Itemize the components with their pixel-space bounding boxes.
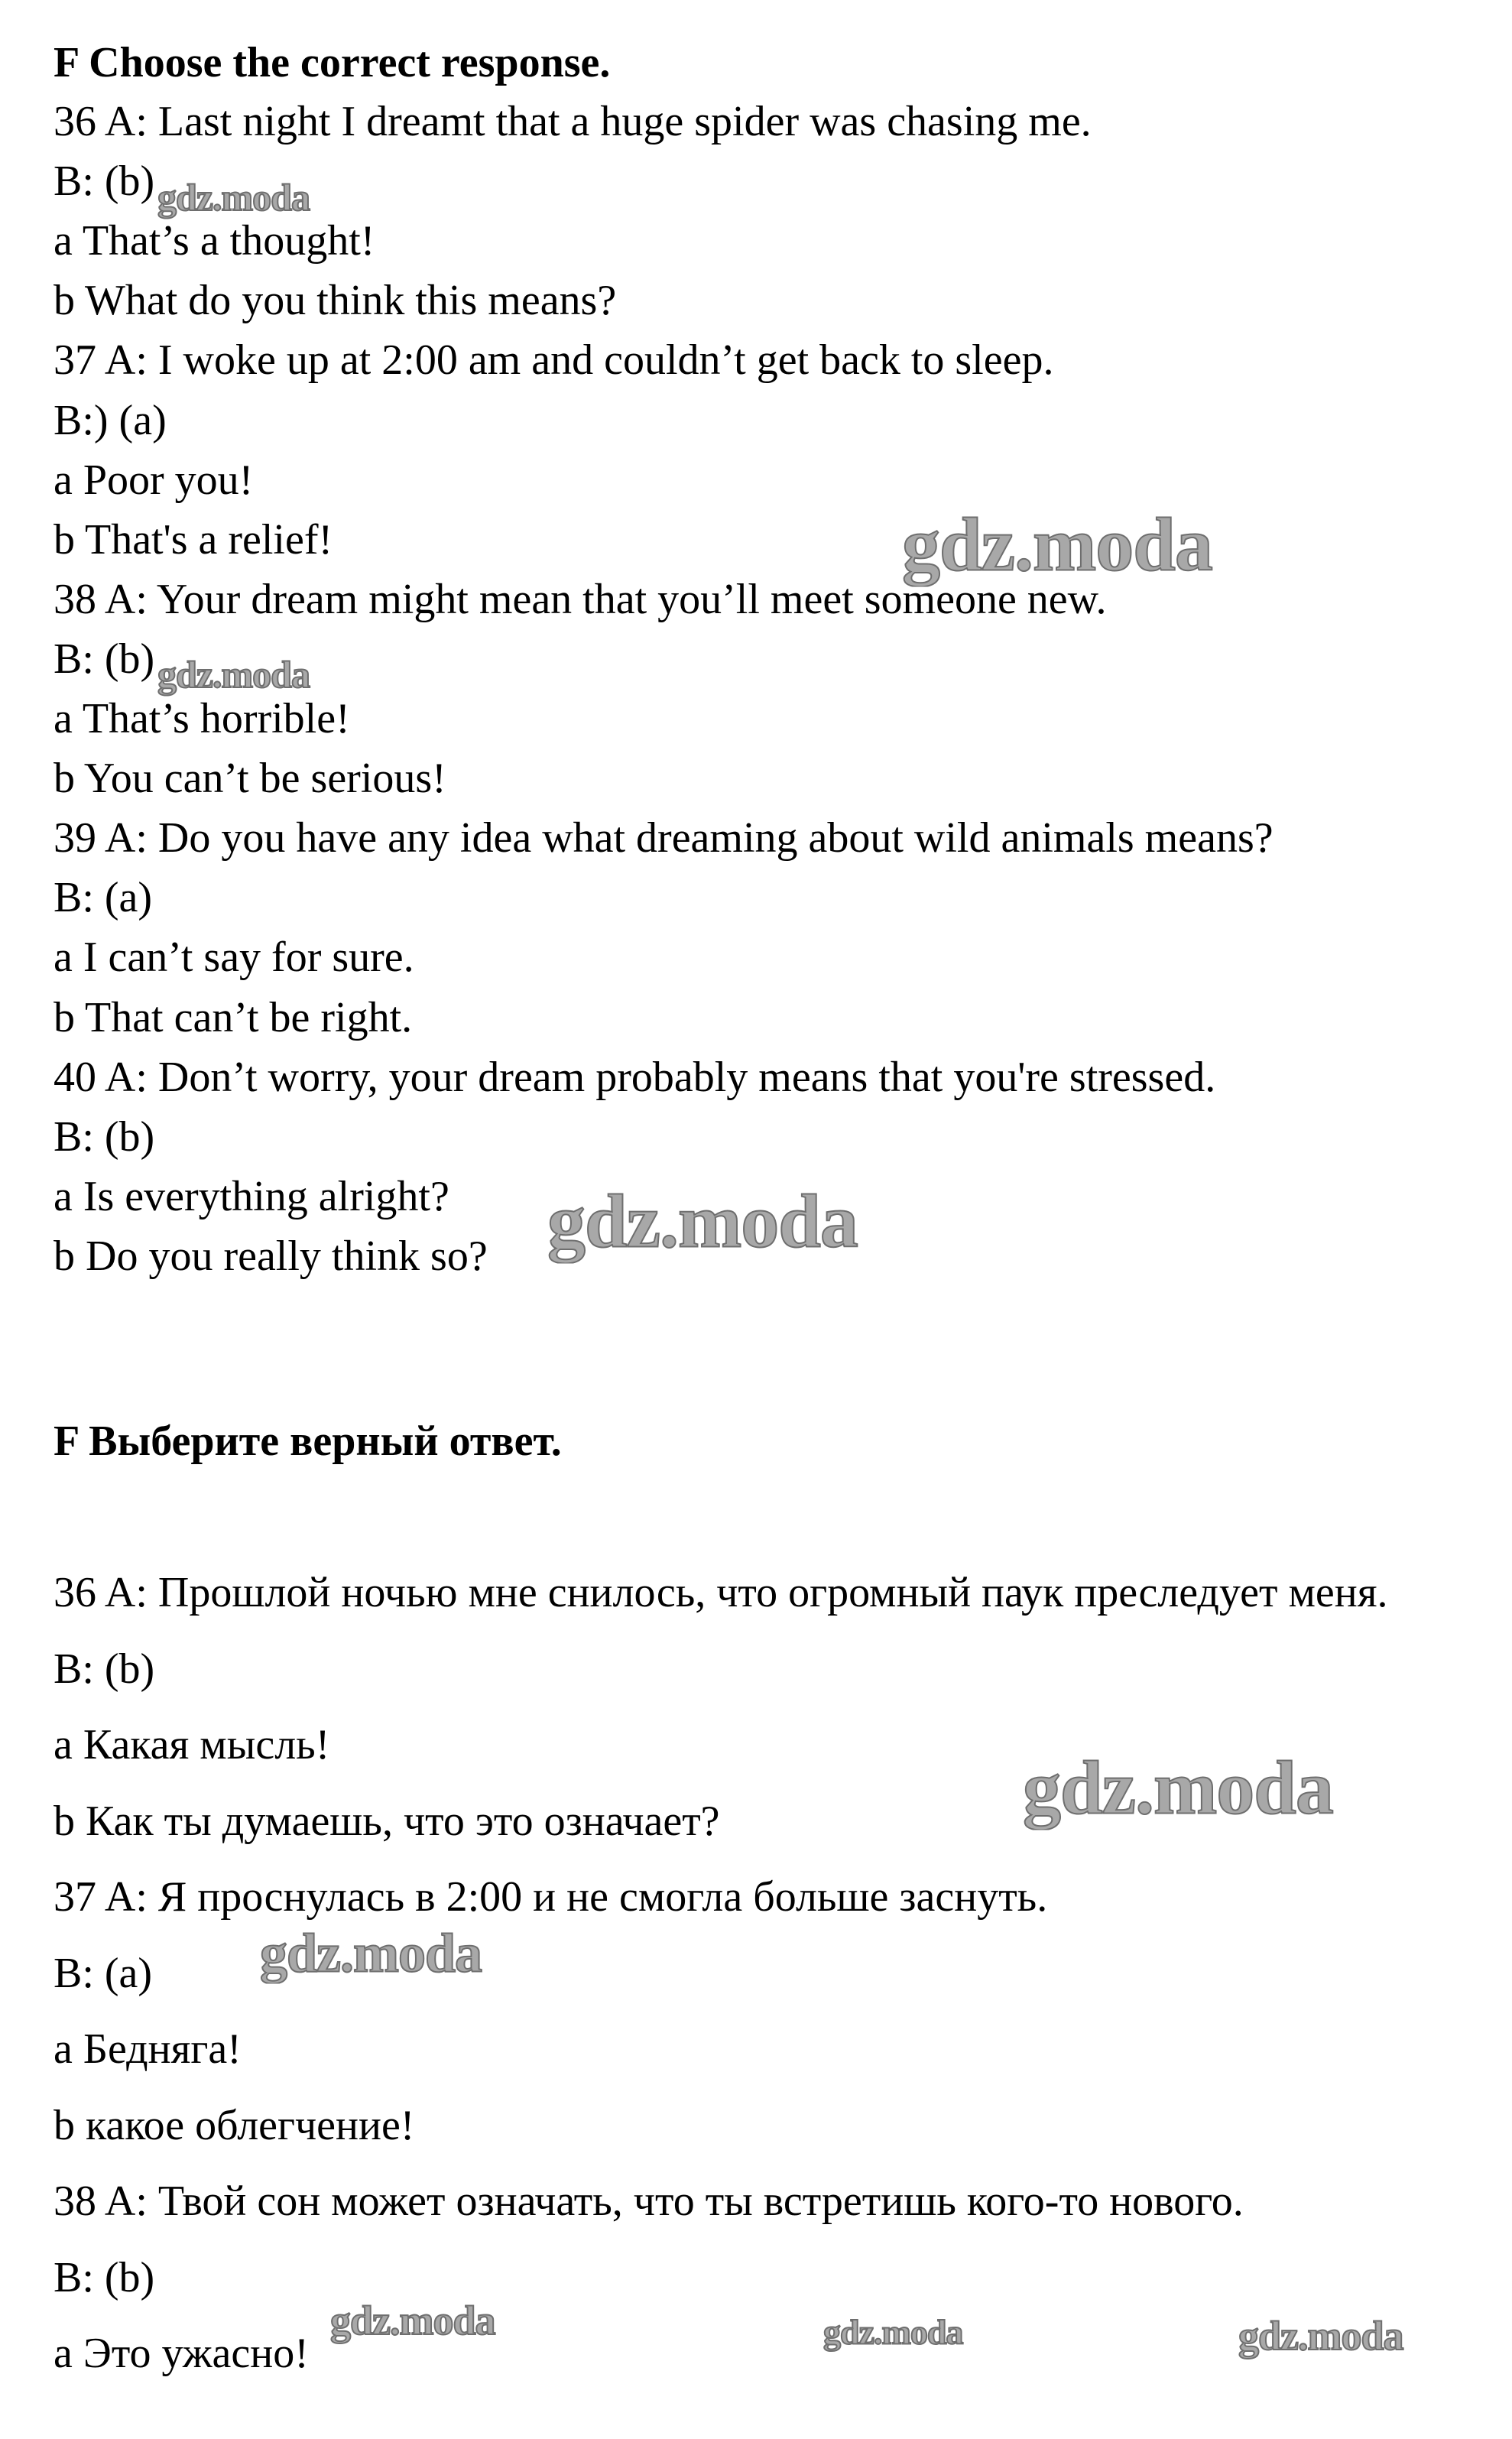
watermark-logo: gdz.moda xyxy=(1023,1745,1333,1830)
text-line: a Это ужасно! xyxy=(54,2330,309,2377)
text-line: a Какая мысль! xyxy=(54,1721,330,1768)
text-line: b Как ты думаешь, что это означает? xyxy=(54,1797,720,1845)
text-line: a Is everything alright? xyxy=(54,1172,449,1220)
text-line: B: (a) xyxy=(54,1949,153,1997)
text-line: 36 A: Прошлой ночью мне снилось, что огромный паук преследует меня. xyxy=(54,1569,1388,1616)
text-line: B: (b) xyxy=(54,1112,155,1161)
text-line: a Бедняга! xyxy=(54,2025,242,2073)
text-line: a Poor you! xyxy=(54,456,254,504)
text-line: 36 A: Last night I dreamt that a huge spider was chasing me. xyxy=(54,98,1092,145)
text-line: 40 A: Don’t worry, your dream probably means that you're stressed. xyxy=(54,1053,1216,1101)
section-heading-russian: F Выберите верный ответ. xyxy=(54,1418,562,1465)
watermark-logo: gdz.moda xyxy=(1238,2313,1403,2359)
text-line: b You can’t be serious! xyxy=(54,755,446,803)
text-line: B: (b) xyxy=(54,158,155,206)
text-line: b That can’t be right. xyxy=(54,993,413,1041)
text-line: b That's a relief! xyxy=(54,515,333,563)
text-line: 38 A: Твой сон может означать, что ты встретишь кого-то нового. xyxy=(54,2178,1244,2225)
watermark-logo: gdz.moda xyxy=(330,2298,495,2343)
text-line: 37 A: Я проснулась в 2:00 и не смогла больше заснуть. xyxy=(54,1873,1048,1921)
watermark-logo: gdz.moda xyxy=(157,176,310,219)
text-line: B: (b) xyxy=(54,2253,155,2301)
watermark-logo: gdz.moda xyxy=(547,1178,858,1264)
section-heading-english: F Choose the correct response. xyxy=(54,39,611,86)
text-line: a That’s a thought! xyxy=(54,217,375,265)
text-line: b Do you really think so? xyxy=(54,1232,488,1280)
text-line: B: (b) xyxy=(54,1645,155,1693)
watermark-logo: gdz.moda xyxy=(260,1922,482,1984)
text-line: 39 A: Do you have any idea what dreaming about wild animals means? xyxy=(54,814,1274,862)
text-line: b какое облегчение! xyxy=(54,2101,415,2149)
watermark-logo: gdz.moda xyxy=(902,502,1212,587)
text-line: a I can’t say for sure. xyxy=(54,934,414,982)
text-line: B: (a) xyxy=(54,874,153,922)
text-line: 38 A: Your dream might mean that you’ll meet someone new. xyxy=(54,575,1107,623)
watermark-logo: gdz.moda xyxy=(157,653,310,696)
text-line: a That’s horrible! xyxy=(54,695,350,742)
watermark-logo: gdz.moda xyxy=(823,2312,963,2352)
text-line: B: (b) xyxy=(54,635,155,683)
text-line: b What do you think this means? xyxy=(54,277,617,325)
text-line: B:) (a) xyxy=(54,396,167,444)
text-line: 37 A: I woke up at 2:00 am and couldn’t get back to sleep. xyxy=(54,336,1054,385)
